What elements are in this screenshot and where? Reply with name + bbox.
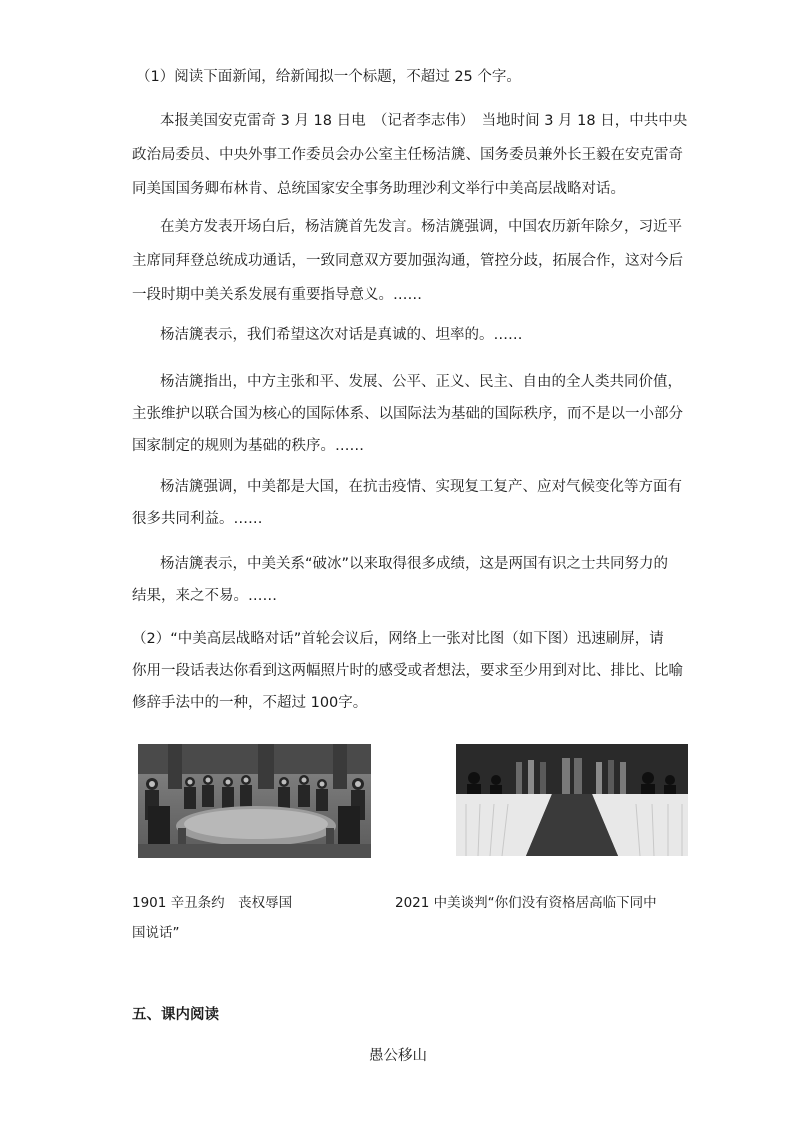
task1-prompt: （1）阅读下面新闻，给新闻拟一个标题，不超过 25 个字。 <box>136 69 521 85</box>
news-p2-line2: 主席同拜登总统成功通话，一致同意双方要加强沟通，管控分歧，拓展合作，这对今后 <box>132 253 683 269</box>
news-p3-line1: 杨洁篪表示，我们希望这次对话是真诚的、坦率的。…… <box>160 327 523 343</box>
caption-right-wrap: 国说话” <box>132 925 180 941</box>
caption-right: 2021 中美谈判“你们没有资格居高临下同中 <box>395 895 657 911</box>
news-p5-line1: 杨洁篪强调，中美都是大国，在抗击疫情、实现复工复产、应对气候变化等方面有 <box>160 479 682 495</box>
news-p1-line2: 政治局委员、中央外事工作委员会办公室主任杨洁篪、国务委员兼外长王毅在安克雷奇 <box>132 147 683 163</box>
photo-1901-treaty <box>138 744 371 858</box>
photo-2021-talks <box>456 744 688 856</box>
news-p2-line1: 在美方发表开场白后，杨洁篪首先发言。杨洁篪强调，中国农历新年除夕，习近平 <box>160 219 682 235</box>
news-p4-line2: 主张维护以联合国为核心的国际体系、以国际法为基础的国际秩序，而不是以一小部分 <box>132 406 683 422</box>
news-p6-line1: 杨洁篪表示，中美关系“破冰”以来取得很多成绩，这是两国有识之士共同努力的 <box>160 556 669 572</box>
news-p5-line2: 很多共同利益。…… <box>132 511 263 527</box>
news-p4-line1: 杨洁篪指出，中方主张和平、发展、公平、正义、民主、自由的全人类共同价值， <box>160 374 682 390</box>
news-p6-line2: 结果，来之不易。…… <box>132 588 277 604</box>
news-p2-line3: 一段时期中美关系发展有重要指导意义。…… <box>132 287 422 303</box>
task2-prompt-line2: 你用一段话表达你看到这两幅照片时的感受或者想法，要求至少用到对比、排比、比喻 <box>132 663 683 679</box>
news-p1-line1: 本报美国安克雷奇 3 月 18 日电 （记者李志伟） 当地时间 3 月 18 日，中共中央 <box>160 113 688 129</box>
news-p1-line3: 同美国国务卿布林肯、总统国家安全事务助理沙利文举行中美高层战略对话。 <box>132 181 625 197</box>
caption-left: 1901 辛丑条约 丧权辱国 <box>132 895 293 911</box>
task2-prompt-line1: （2）“中美高层战略对话”首轮会议后，网络上一张对比图（如下图）迅速刷屏，请 <box>132 631 664 647</box>
section-title: 愚公移山 <box>369 1048 427 1064</box>
section-heading: 五、课内阅读 <box>132 1007 219 1023</box>
news-p4-line3: 国家制定的规则为基础的秩序。…… <box>132 438 364 454</box>
task2-prompt-line3: 修辞手法中的一种，不超过 100字。 <box>132 695 368 711</box>
